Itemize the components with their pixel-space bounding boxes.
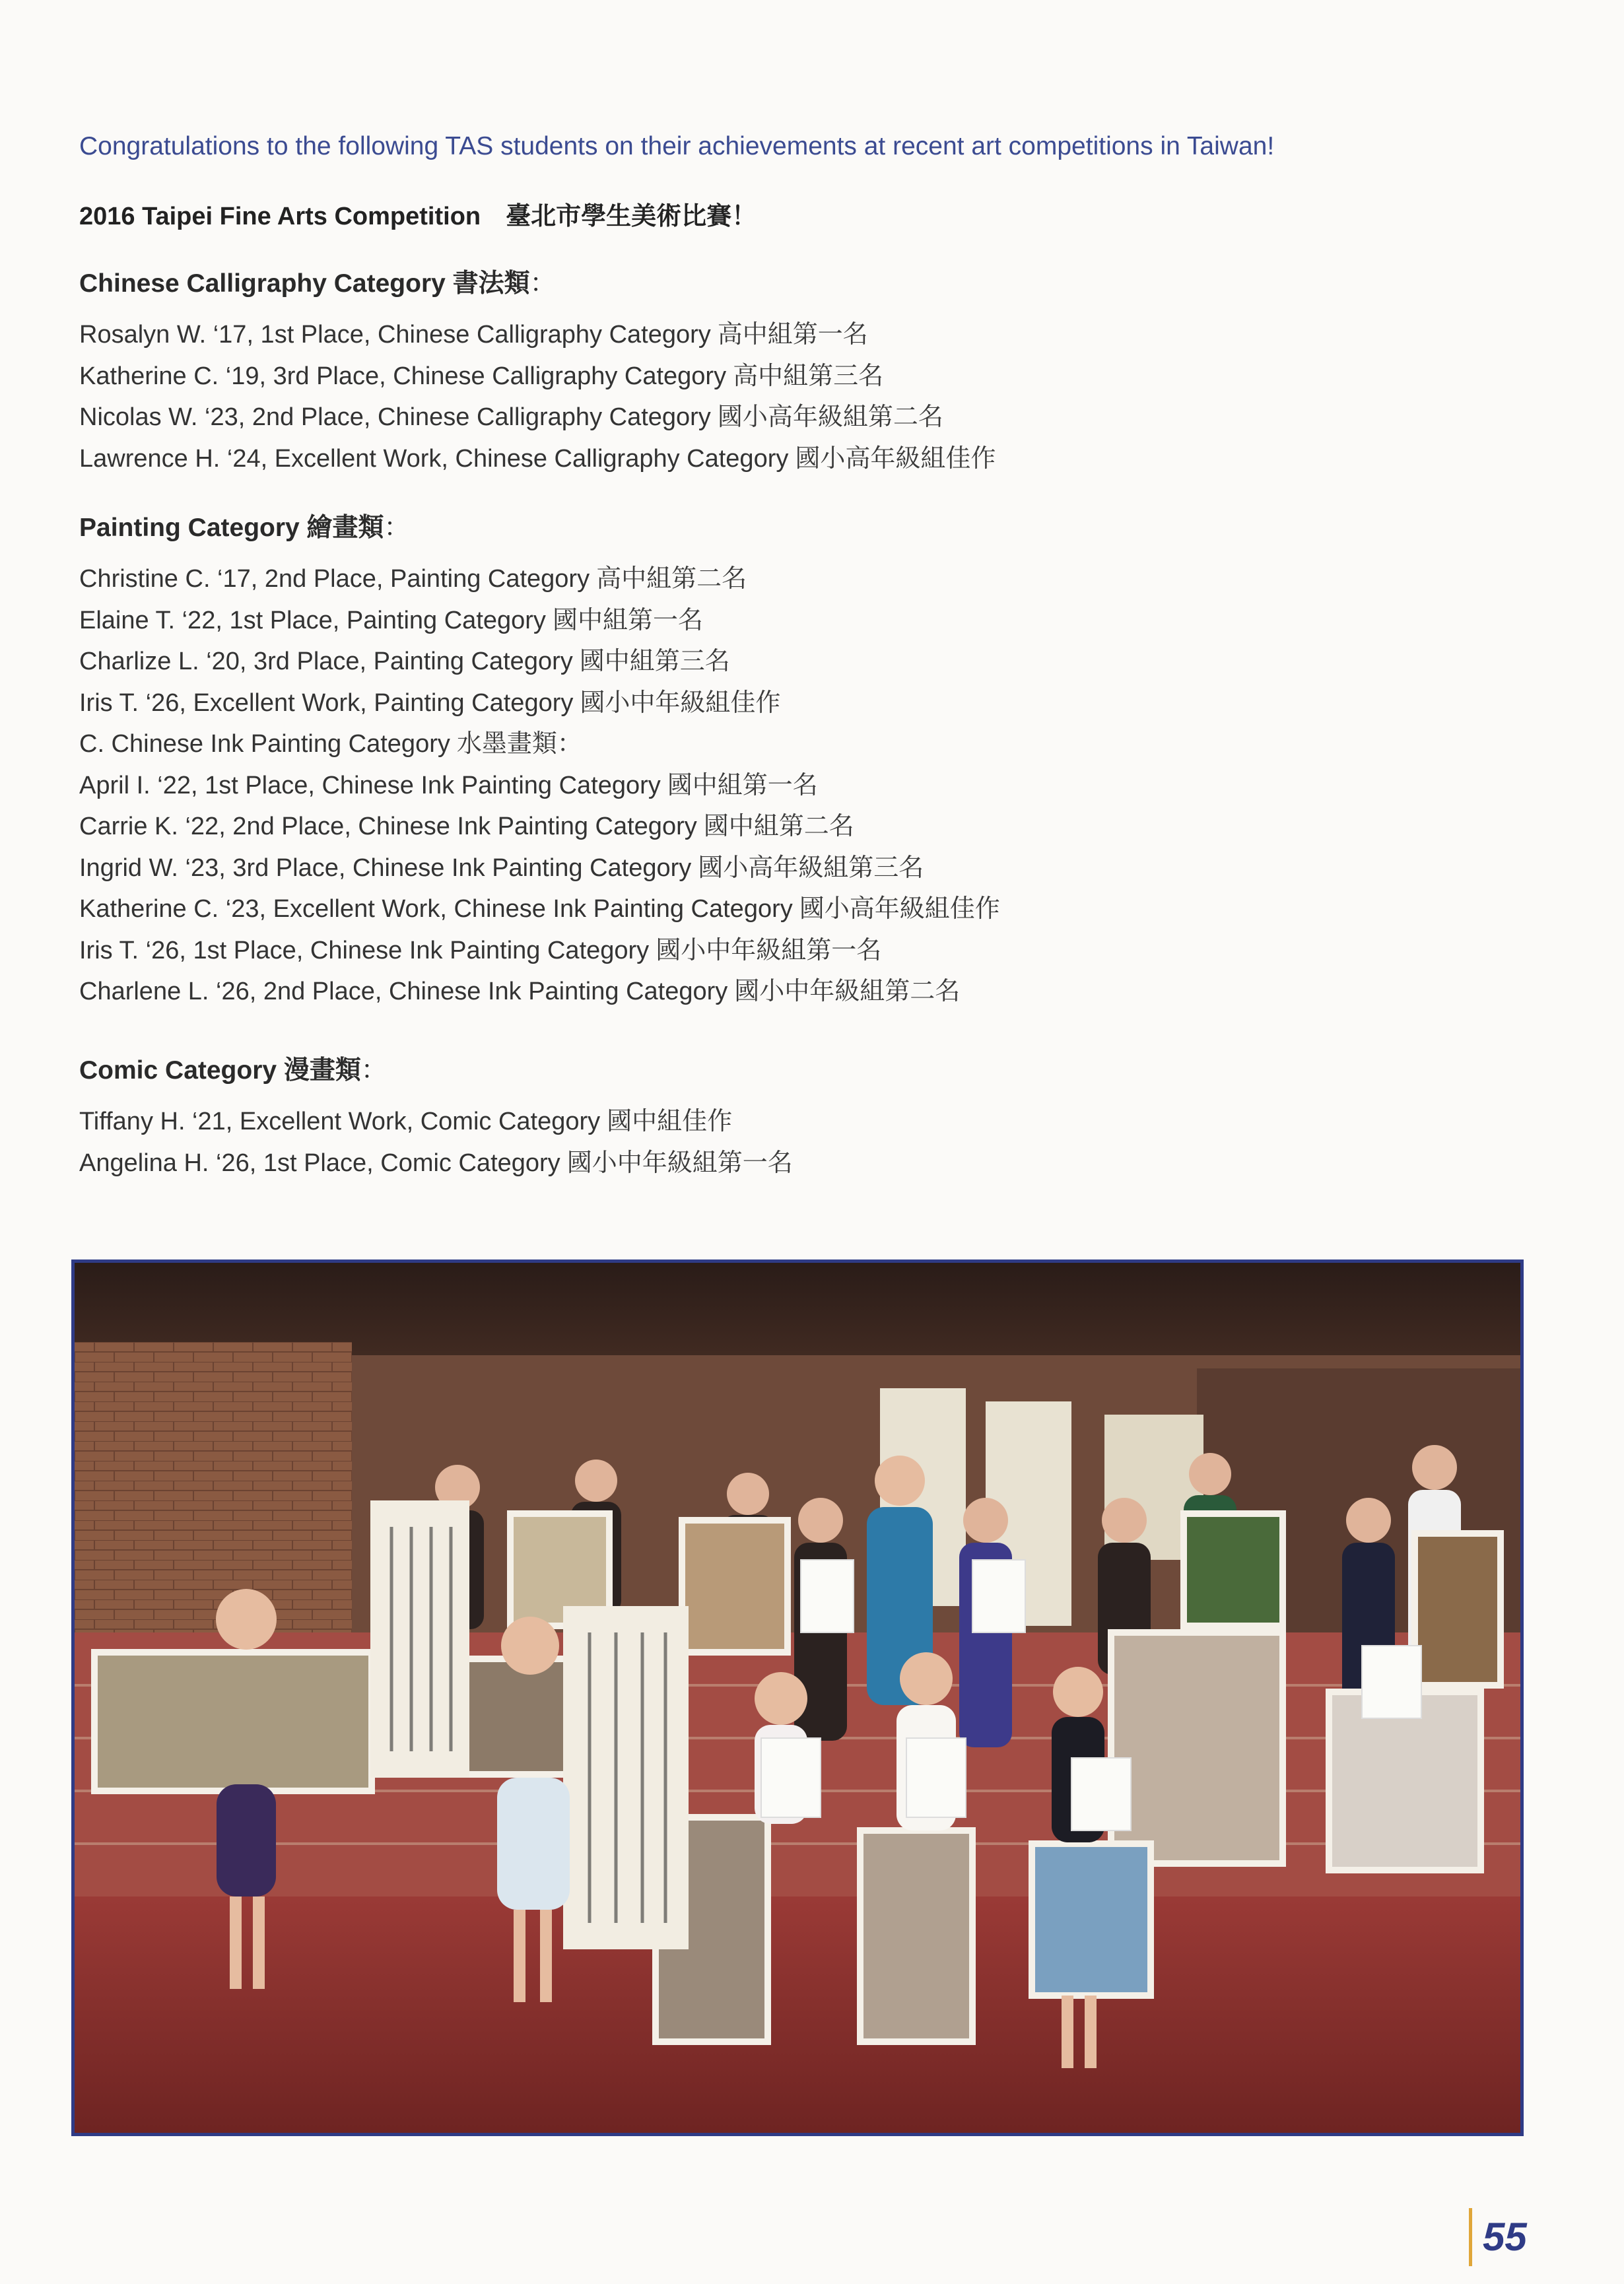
award-item: Rosalyn W. ‘17, 1st Place, Chinese Calligraphy Category 高中組第一名 (79, 321, 868, 349)
calligraphy-section (79, 263, 996, 479)
award-item: Christine C. ‘17, 2nd Place, Painting Category 高中組第二名 (79, 565, 747, 593)
sub-category-heading: C. Chinese Ink Painting Category 水墨畫類： (79, 730, 582, 758)
award-item: Angelina H. ‘26, 1st Place, Comic Category 國小中年級組第一名 (79, 1149, 793, 1177)
group-photo-illustration (75, 1263, 1520, 2133)
award-item: Nicolas W. ‘23, 2nd Place, Chinese Calligraphy Category 國小高年級組第二名 (79, 403, 943, 431)
calligraphy-heading: Chinese Calligraphy Category 書法類： (79, 269, 556, 298)
award-item: Charlene L. ‘26, 2nd Place, Chinese Ink Painting Category 國小中年級組第二名 (79, 978, 961, 1005)
competition-title (79, 195, 757, 232)
award-item: Lawrence H. ‘24, Excellent Work, Chinese Calligraphy Category 國小高年級組佳作 (79, 444, 996, 473)
award-item: Elaine T. ‘22, 1st Place, Painting Category 國中組第一名 (79, 606, 703, 634)
painting-section (79, 507, 1000, 1013)
award-item: April I. ‘22, 1st Place, Chinese Ink Painting Category 國中組第一名 (79, 771, 818, 799)
award-item: Katherine C. ‘23, Excellent Work, Chinese Ink Painting Category 國小高年級組佳作 (79, 895, 1000, 923)
comic-award-list (79, 1101, 793, 1184)
page-number: 55 (1469, 2208, 1527, 2266)
award-item: Katherine C. ‘19, 3rd Place, Chinese Calligraphy Category 高中組第三名 (79, 362, 884, 390)
award-item: Iris T. ‘26, 1st Place, Chinese Ink Painting Category 國小中年級組第一名 (79, 936, 882, 964)
award-item: Iris T. ‘26, Excellent Work, Painting Category 國小中年級組佳作 (79, 689, 781, 717)
award-item: Tiffany H. ‘21, Excellent Work, Comic Category 國中組佳作 (79, 1108, 733, 1135)
competition-name-zh: 臺北市學生美術比賽！ (506, 203, 757, 230)
award-item: Carrie K. ‘22, 2nd Place, Chinese Ink Painting Category 國中組第二名 (79, 813, 854, 840)
award-item: Ingrid W. ‘23, 3rd Place, Chinese Ink Painting Category 國小高年級組第三名 (79, 854, 924, 882)
group-photo (71, 1260, 1524, 2136)
comic-heading: Comic Category 漫畫類： (79, 1056, 387, 1085)
calligraphy-award-list (79, 314, 996, 479)
painting-award-list (79, 558, 1000, 1013)
painting-heading: Painting Category 繪畫類： (79, 514, 410, 542)
comic-section (79, 1050, 793, 1184)
award-item: Charlize L. ‘20, 3rd Place, Painting Category 國中組第三名 (79, 648, 730, 675)
intro-text: Congratulations to the following TAS students on their achievements at recent art competitions in Taiwan! (79, 132, 1275, 160)
competition-name: 2016 Taipei Fine Arts Competition (79, 203, 481, 230)
